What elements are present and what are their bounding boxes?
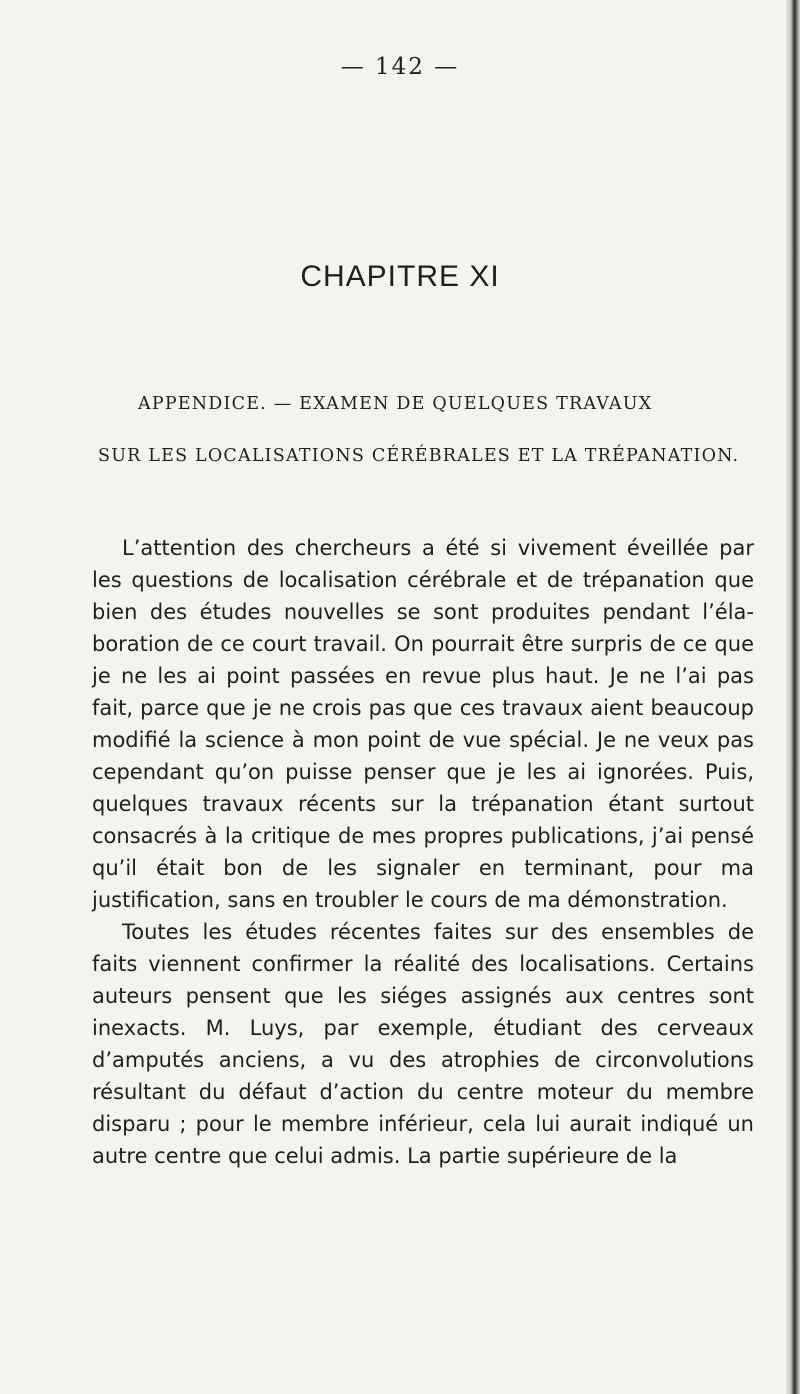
page-edge-shadow (786, 0, 800, 1394)
page-number: — 142 — (340, 54, 460, 80)
chapter-subtitle-line-1: APPENDICE. — EXAMEN DE QUELQUES TRAVAUX (138, 394, 653, 414)
chapter-title: CHAPITRE XI (300, 260, 500, 293)
body-text (92, 532, 754, 1172)
paragraph-1: L’attention des chercheurs a été si vivement éveillée par les questions de localisation cérébrale et de trépanation que bien des études nouvelles se sont produites pendant l’élaboration de ce court travail. On pourrait être surpris de ce que je ne les ai point passées en revue plus haut. Je ne l’ai pas fait, parce que je ne crois pas que ces travaux aient beaucoup modifié la science à mon point de vue spécial. Je ne veux pas cependant qu’on puisse penser que je les ai ignorées. Puis, quelques travaux récents sur la trépanation étant surtout consacrés à la critique de mes propres publications, j’ai pensé qu’il était bon de les signaler en terminant, pour ma justification, sans en troubler le cours de ma démonstration. (92, 536, 754, 912)
chapter-subtitle-line-2: SUR LES LOCALISATIONS CÉRÉBRALES ET LA TRÉPANATION. (98, 446, 740, 466)
paragraph-2: Toutes les études récentes faites sur des ensembles de faits viennent confirmer la réalité des localisations. Certains auteurs pensent que les siéges assignés aux centres sont inexacts. M. Luys, par exemple, étudiant des cerveaux d’amputés anciens, a vu des atrophies de circonvolutions résultant du défaut d’action du centre moteur du membre disparu ; pour le membre inférieur, cela lui aurait indiqué un autre centre que celui admis. La partie supérieure de la (92, 920, 754, 1168)
